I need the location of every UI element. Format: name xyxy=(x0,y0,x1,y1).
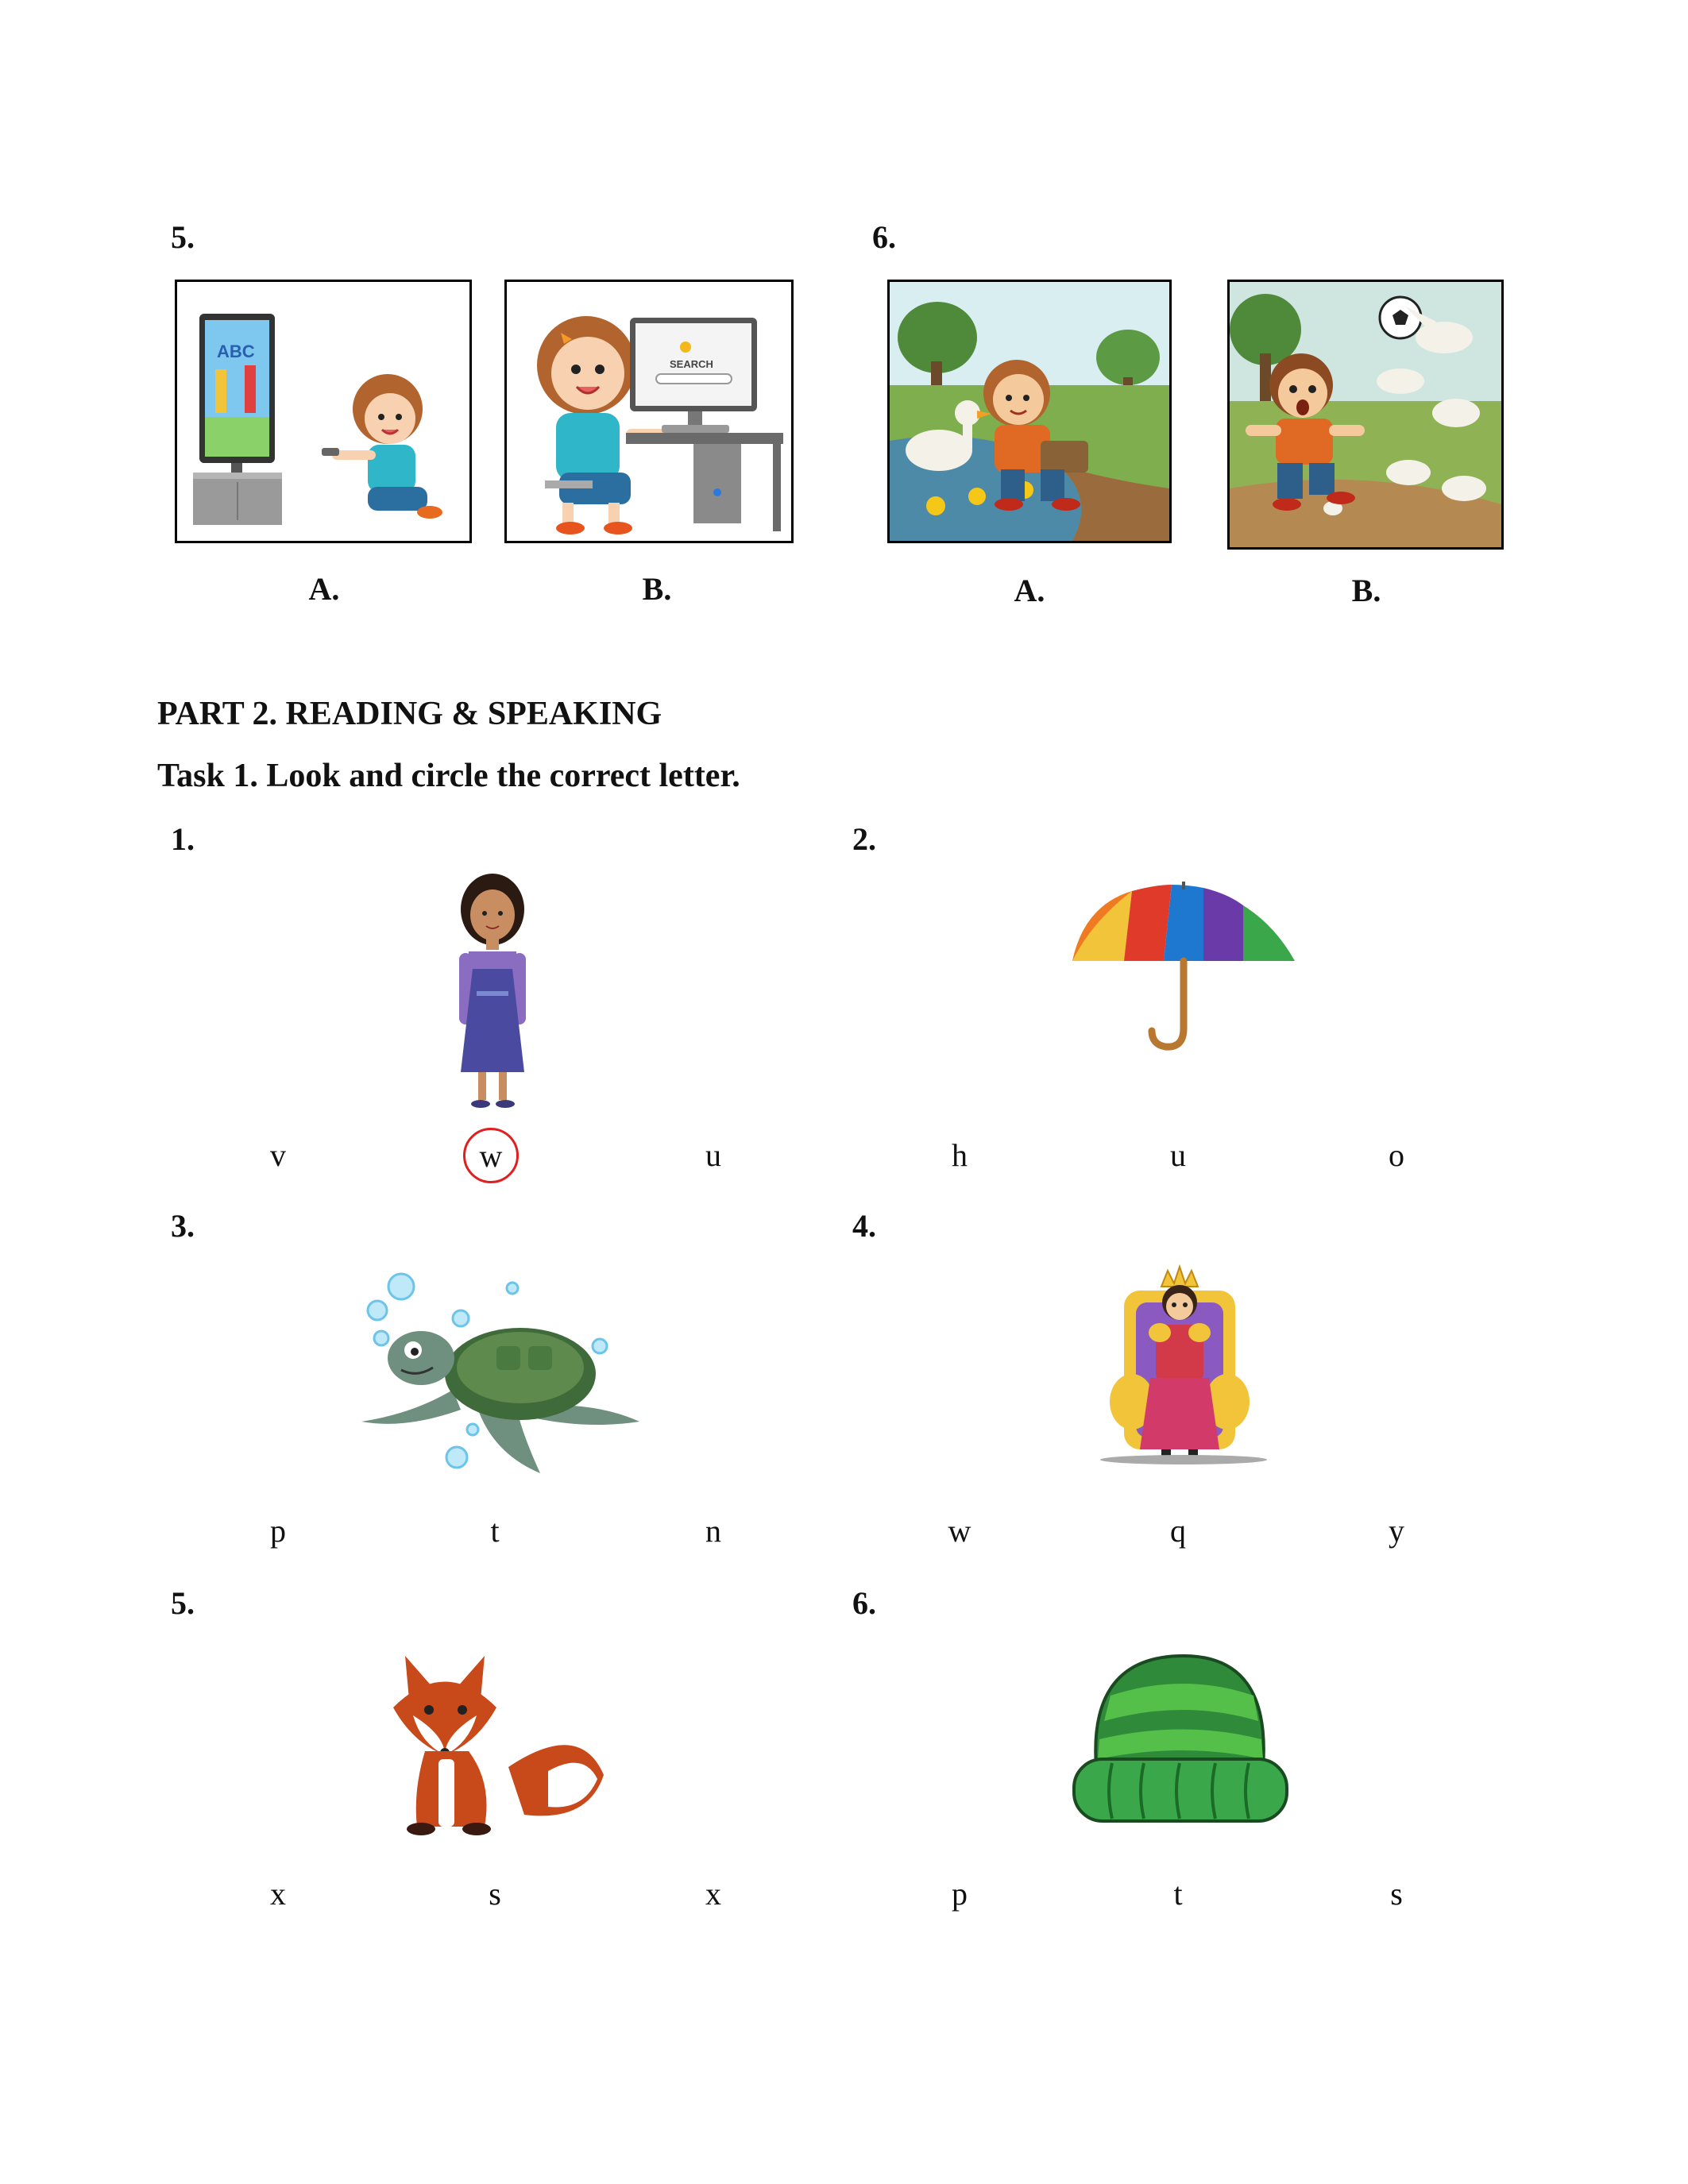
hat-icon xyxy=(1064,1648,1295,1831)
letter-option[interactable]: t xyxy=(1173,1876,1183,1912)
item-number: 5. xyxy=(171,1585,195,1621)
item-number: 4. xyxy=(852,1208,876,1244)
letter-option[interactable]: o xyxy=(1389,1137,1404,1173)
question-number: 5. xyxy=(171,219,195,255)
option-a-label: A. xyxy=(1014,573,1045,608)
option-a-label: A. xyxy=(308,571,340,607)
task-instruction: Task 1. Look and circle the correct letter. xyxy=(157,758,740,794)
tv-letters: ABC xyxy=(217,341,255,361)
item-number: 1. xyxy=(171,821,195,857)
feeding-ducks-picture-icon xyxy=(890,282,1169,541)
letter-option[interactable]: u xyxy=(1170,1137,1186,1173)
letter-option[interactable]: x xyxy=(705,1876,721,1912)
item-number: 6. xyxy=(852,1585,876,1621)
letter-option[interactable]: u xyxy=(705,1137,721,1173)
search-label: SEARCH xyxy=(670,358,713,370)
umbrella-icon xyxy=(1068,882,1299,1056)
option-b-picture[interactable] xyxy=(1227,280,1504,550)
letter-option[interactable]: q xyxy=(1170,1513,1186,1549)
item-number: 2. xyxy=(852,821,876,857)
letter-option[interactable]: p xyxy=(270,1513,286,1549)
letter-option-circled[interactable]: w xyxy=(463,1128,519,1183)
watching-tv-picture-icon xyxy=(177,282,469,541)
option-a-picture[interactable] xyxy=(175,280,472,543)
option-b-label: B. xyxy=(642,571,672,607)
item-number: 3. xyxy=(171,1208,195,1244)
letter-option[interactable]: p xyxy=(952,1876,968,1912)
letter-option[interactable]: y xyxy=(1389,1513,1404,1549)
option-b-label: B. xyxy=(1351,573,1381,608)
letter-option[interactable]: x xyxy=(270,1876,286,1912)
letter-option[interactable]: h xyxy=(952,1137,968,1173)
question-number: 6. xyxy=(872,219,896,255)
letter-option[interactable]: n xyxy=(705,1513,721,1549)
chasing-geese-picture-icon xyxy=(1230,282,1501,547)
part-title: PART 2. READING & SPEAKING xyxy=(157,696,662,732)
letter-option[interactable]: t xyxy=(490,1513,500,1549)
fox-icon xyxy=(389,1640,612,1839)
option-a-picture[interactable] xyxy=(887,280,1172,543)
letter-option[interactable]: v xyxy=(270,1137,286,1173)
using-computer-picture-icon xyxy=(507,282,791,541)
queen-icon xyxy=(1096,1263,1271,1469)
letter-option[interactable]: s xyxy=(489,1876,501,1912)
letter-option[interactable]: w xyxy=(948,1513,971,1549)
option-b-picture[interactable] xyxy=(504,280,794,543)
woman-icon xyxy=(445,874,540,1112)
turtle-icon xyxy=(357,1271,643,1477)
letter-option[interactable]: s xyxy=(1390,1876,1403,1912)
